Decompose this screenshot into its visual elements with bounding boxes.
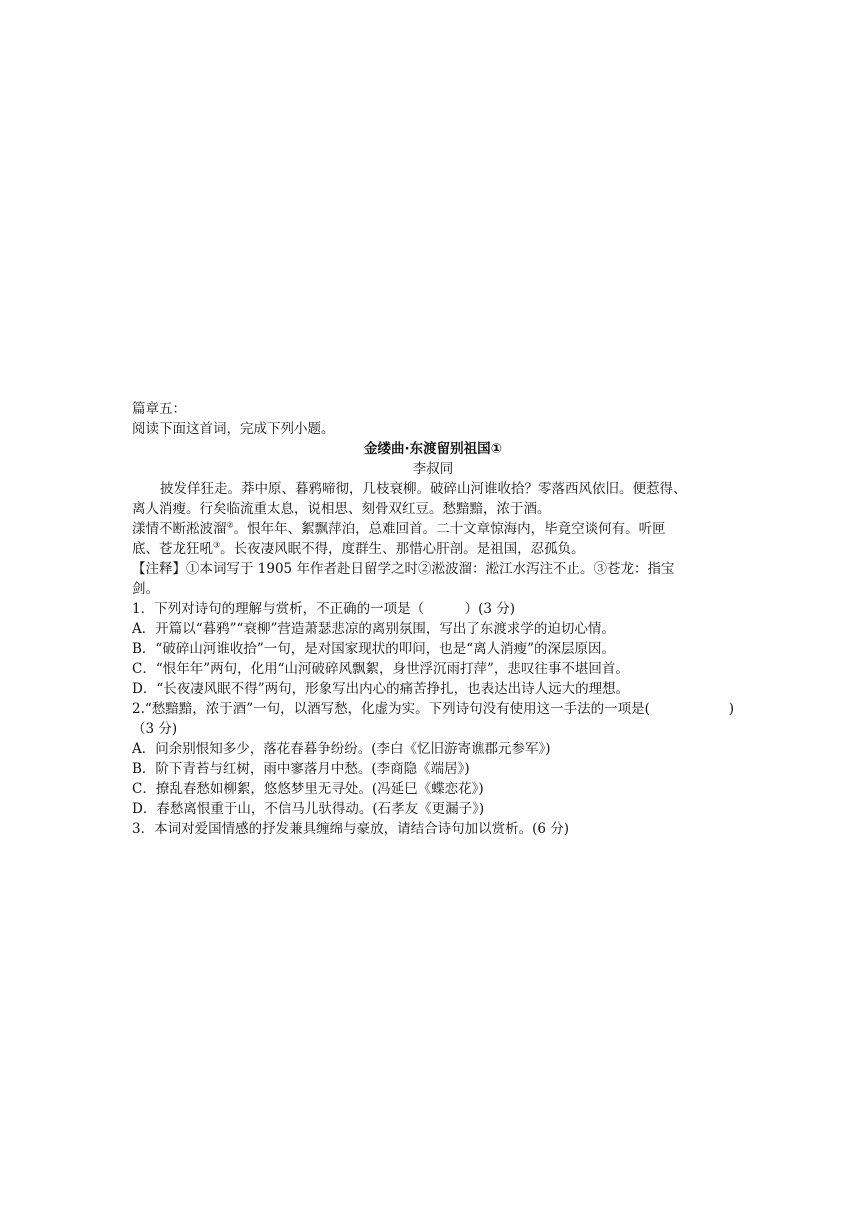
question-1-stem: 1．下列对诗句的理解与赏析，不正确的一项是（ ）(3 分) xyxy=(132,601,516,617)
poem-author: 李叔同 xyxy=(412,461,454,477)
poem-line-4a: 底、苍龙狂吼 xyxy=(132,541,213,557)
question-1-option-c: C．“恨年年”两句，化用“山河破碎风飘絮，身世浮沉雨打萍”，悲叹往事不堪回首。 xyxy=(132,661,629,677)
question-2-option-b: B．阶下青苔与红树，雨中寥落月中愁。(李商隐《端居》) xyxy=(132,761,470,777)
footnote-marker-3: ③ xyxy=(213,540,221,550)
question-2-stem: 2.“愁黯黯，浓于酒”一句，以酒写愁，化虚为实。下列诗句没有使用这一手法的一项是( xyxy=(132,701,650,717)
notes-line-2: 剑。 xyxy=(132,581,159,597)
question-2-option-a: A．问余别恨知多少，落花春暮争纷纷。(李白《忆旧游寄谯郡元参军》) xyxy=(132,741,551,757)
poem-line-3b: 。恨年年、絮飘萍泊，总难回首。二十文章惊海内，毕竟空谈何有。听匣 xyxy=(233,521,666,537)
footnote-marker-2: ② xyxy=(226,520,234,530)
poem-line-1: 披发佯狂走。莽中原、暮鸦啼彻，几枝衰柳。破碎山河谁收拾？零落西风依旧。便惹得、 xyxy=(160,481,687,497)
question-2-option-d: D．春愁离恨重于山，不信马儿驮得动。(石孝友《更漏子》) xyxy=(132,801,485,817)
question-2-score: （3 分) xyxy=(132,721,178,737)
question-3-stem: 3．本词对爱国情感的抒发兼具缠绵与豪放，请结合诗句加以赏析。(6 分) xyxy=(132,821,570,837)
document-body xyxy=(132,399,734,839)
reading-instruction: 阅读下面这首词，完成下列小题。 xyxy=(132,421,335,437)
question-2-stem-end: ) xyxy=(728,701,734,717)
question-1-option-a: A．开篇以“暮鸦”“衰柳”营造萧瑟悲凉的离别氛围，写出了东渡求学的迫切心情。 xyxy=(132,621,615,637)
poem-line-4 xyxy=(132,539,734,559)
question-1-option-b: B．“破碎山河谁收拾”一句，是对国家现状的叩问，也是“离人消瘦”的深层原因。 xyxy=(132,641,616,657)
poem-line-2: 离人消瘦。行矣临流重太息，说相思、刻骨双红豆。愁黯黯，浓于酒。 xyxy=(132,501,551,517)
question-2-stem-row xyxy=(132,699,734,719)
question-2-option-c: C．撩乱春愁如柳絮，悠悠梦里无寻处。(冯延巳《蝶恋花》) xyxy=(132,781,484,797)
question-1-option-d: D．“长夜凄风眠不得”两句，形象写出内心的痛苦挣扎，也表达出诗人远大的理想。 xyxy=(132,681,630,697)
section-heading: 篇章五： xyxy=(132,401,186,417)
poem-line-4b: 。长夜凄风眠不得，度群生、那惜心肝剖。是祖国，忍孤负。 xyxy=(220,541,585,557)
notes-line-1: 【注释】①本词写于 1905 年作者赴日留学之时②淞波溜：淞江水泻注不止。③苍龙：指宝 xyxy=(132,561,675,577)
poem-line-3a: 漾情不断淞波溜 xyxy=(132,521,227,537)
poem-title: 金缕曲·东渡留别祖国① xyxy=(363,441,503,457)
poem-line-3 xyxy=(132,519,734,539)
